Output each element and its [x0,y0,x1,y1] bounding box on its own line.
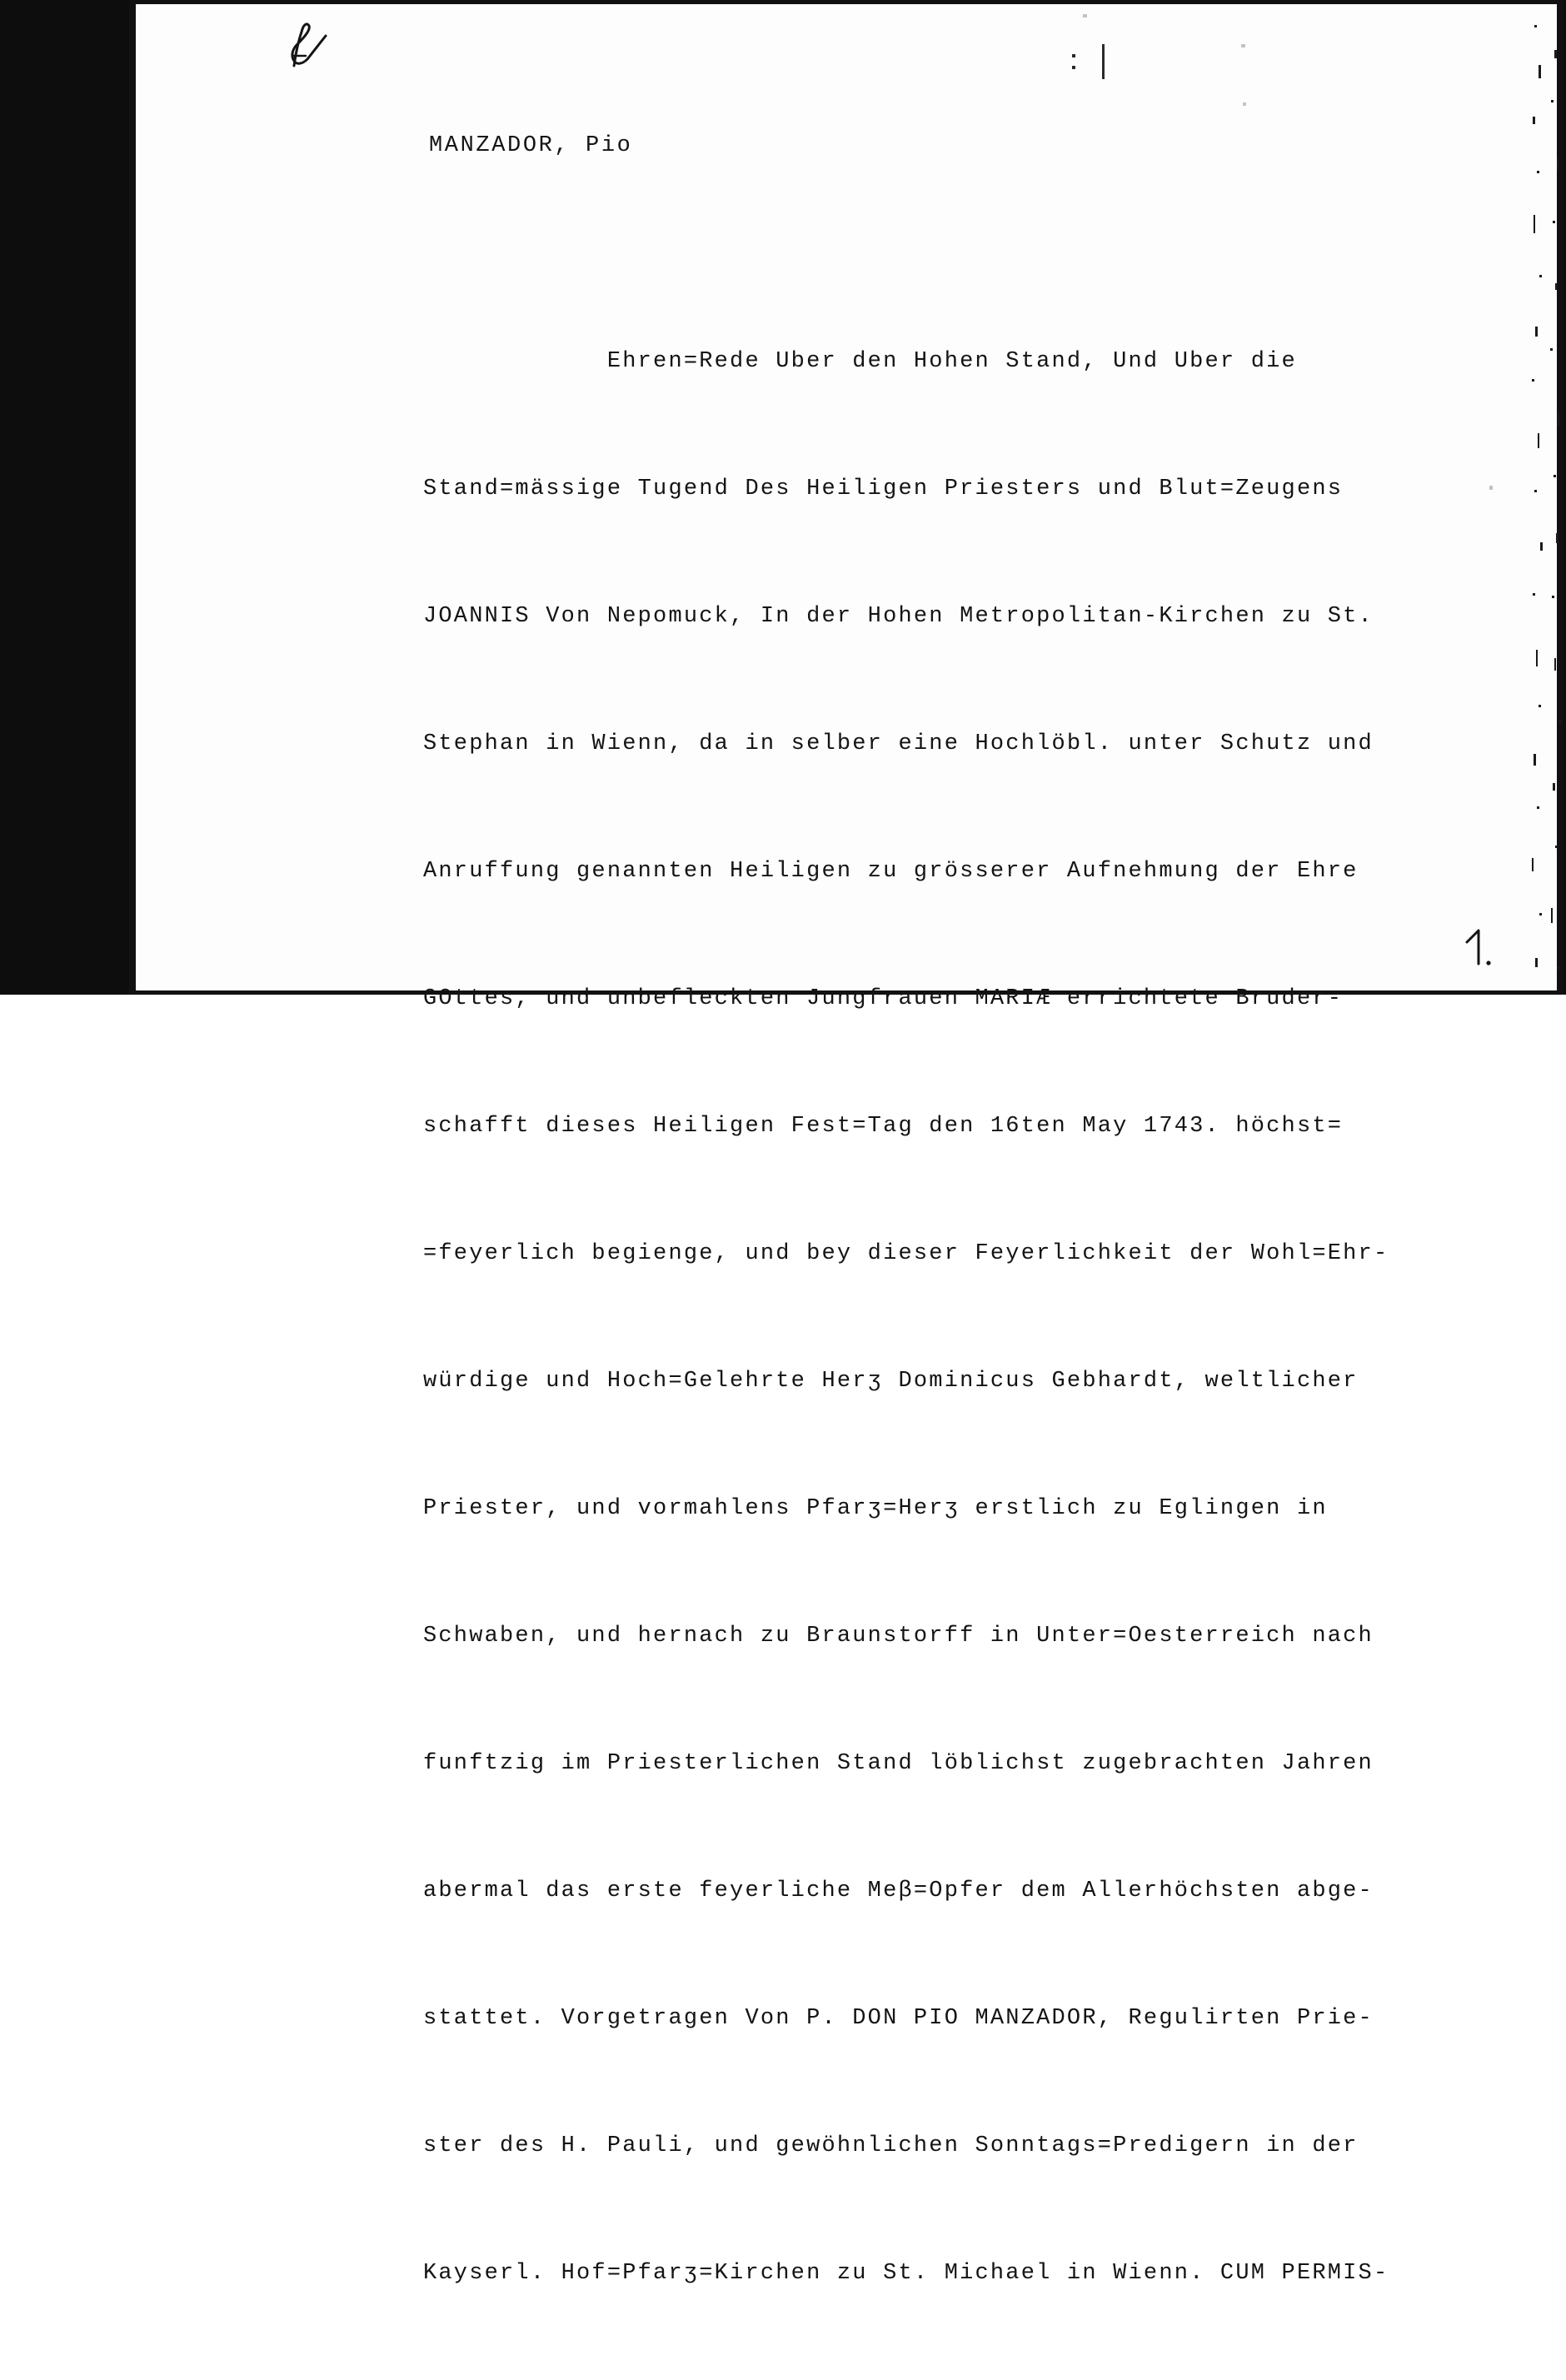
title-line: ster des H. Pauli, und gewöhnlichen Sonntags=Predigern in der [423,2133,1359,2158]
title-statement-block [423,256,1523,2380]
title-line: würdige und Hoch=Gelehrte Herʒ Dominicus Gebhardt, weltlicher [423,1369,1359,1394]
title-line: JOANNIS Von Nepomuck, In der Hohen Metropolitan-Kirchen zu St. [423,604,1374,629]
title-line: Stephan in Wienn, da in selber eine Hochlöbl. unter Schutz und [423,731,1374,756]
handwritten-initial-mark [282,19,341,77]
title-line: GOttes, und unbefleckten Jungfrauen MARIÆ errichtete Bruder- [423,986,1344,1011]
title-line: Ehren=Rede Uber den Hohen Stand, Und Uber die [423,349,1297,374]
registration-mark-dot [1072,54,1075,57]
registration-mark-bar [1102,44,1105,79]
title-line: =feyerlich begienge, und bey dieser Feyerlichkeit der Wohl=Ehr- [423,1241,1389,1266]
title-line: schafft dieses Heiligen Fest=Tag den 16ten May 1743. höchst= [423,1114,1344,1139]
title-line: funftzig im Priesterlichen Stand löblichst zugebrachten Jahren [423,1751,1374,1776]
page-number-mark [1457,924,1507,974]
title-line: abermal das erste feyerliche Meβ=Opfer dem Allerhöchsten abge- [423,1879,1374,1904]
title-line: Anruffung genannten Heiligen zu grösserer Aufnehmung der Ehre [423,859,1359,884]
registration-mark-dot [1072,66,1075,69]
dust-fleck [1243,102,1246,106]
dust-fleck [1083,14,1087,17]
title-line: stattet. Vorgetragen Von P. DON PIO MANZADOR, Regulirten Prie- [423,2006,1374,2031]
title-line: Schwaben, und hernach zu Braunstorff in Unter=Oesterreich nach [423,1624,1374,1649]
dust-fleck [1241,44,1245,47]
title-line: Stand=mässige Tugend Des Heiligen Priesters und Blut=Zeugens [423,476,1344,501]
title-line: Kayserl. Hof=Pfarʒ=Kirchen zu St. Michael in Wienn. CUM PERMIS- [423,2261,1389,2286]
author-heading: MANZADOR, Pio [429,133,633,158]
title-line: Priester, und vormahlens Pfarʒ=Herʒ erstlich zu Eglingen in [423,1496,1328,1521]
catalog-card-paper [136,4,1557,2286]
